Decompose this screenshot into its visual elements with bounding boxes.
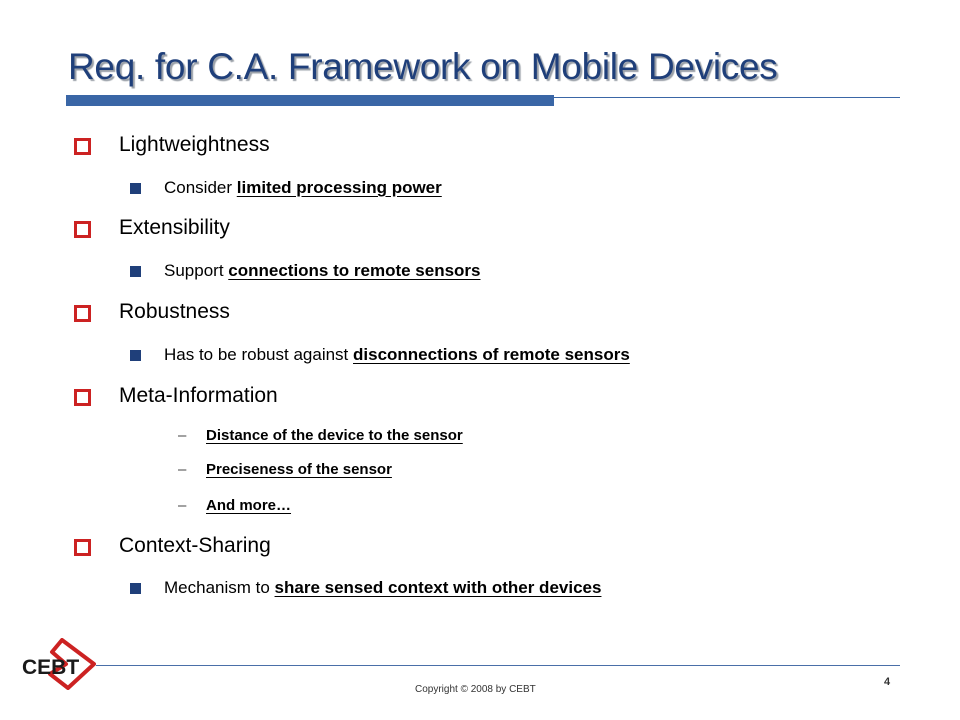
sub-bullet-prefix: Mechanism to	[164, 578, 275, 597]
bullet-heading: Robustness	[119, 300, 230, 323]
sub-bullet-emphasis: share sensed context with other devices	[274, 578, 602, 597]
bullet-heading: Meta-Information	[119, 384, 278, 407]
square-bullet-icon	[130, 350, 141, 361]
dash-bullet-icon: –	[178, 497, 187, 514]
meta-item-text: And more…	[206, 497, 292, 514]
page-number: 4	[884, 676, 891, 688]
square-bullet-icon	[130, 183, 141, 194]
sub-bullet-prefix: Has to be robust against	[164, 345, 354, 364]
copyright-text: Copyright © 2008 by CEBT	[415, 684, 536, 695]
checkbox-bullet-icon	[74, 305, 91, 322]
sub-bullet-emphasis: connections to remote sensors	[228, 261, 481, 280]
checkbox-bullet-icon	[74, 539, 91, 556]
square-bullet-icon	[130, 266, 141, 277]
checkbox-bullet-icon	[74, 221, 91, 238]
slide-title: Req. for C.A. Framework on Mobile Devices	[68, 46, 778, 87]
checkbox-bullet-icon	[74, 389, 91, 406]
title-underline-rule	[554, 97, 900, 98]
sub-bullet-prefix: Support	[164, 261, 229, 280]
sub-bullet-emphasis: disconnections of remote sensors	[353, 345, 630, 364]
sub-bullet-emphasis: limited processing power	[236, 178, 442, 197]
checkbox-bullet-icon	[74, 138, 91, 155]
meta-item-text: Distance of the device to the sensor	[206, 427, 463, 444]
sub-bullet-prefix: Consider	[164, 178, 237, 197]
dash-bullet-icon: –	[178, 427, 187, 444]
title-underline-bar	[66, 95, 554, 106]
square-bullet-icon	[130, 583, 141, 594]
meta-item-text: Preciseness of the sensor	[206, 461, 392, 478]
cebt-logo	[22, 638, 96, 690]
footer-rule	[96, 665, 900, 666]
bullet-heading: Extensibility	[119, 216, 230, 239]
bullet-heading: Context-Sharing	[119, 534, 271, 557]
bullet-heading: Lightweightness	[119, 133, 270, 156]
cebt-logo-text: CEBT	[22, 656, 80, 679]
dash-bullet-icon: –	[178, 461, 187, 478]
